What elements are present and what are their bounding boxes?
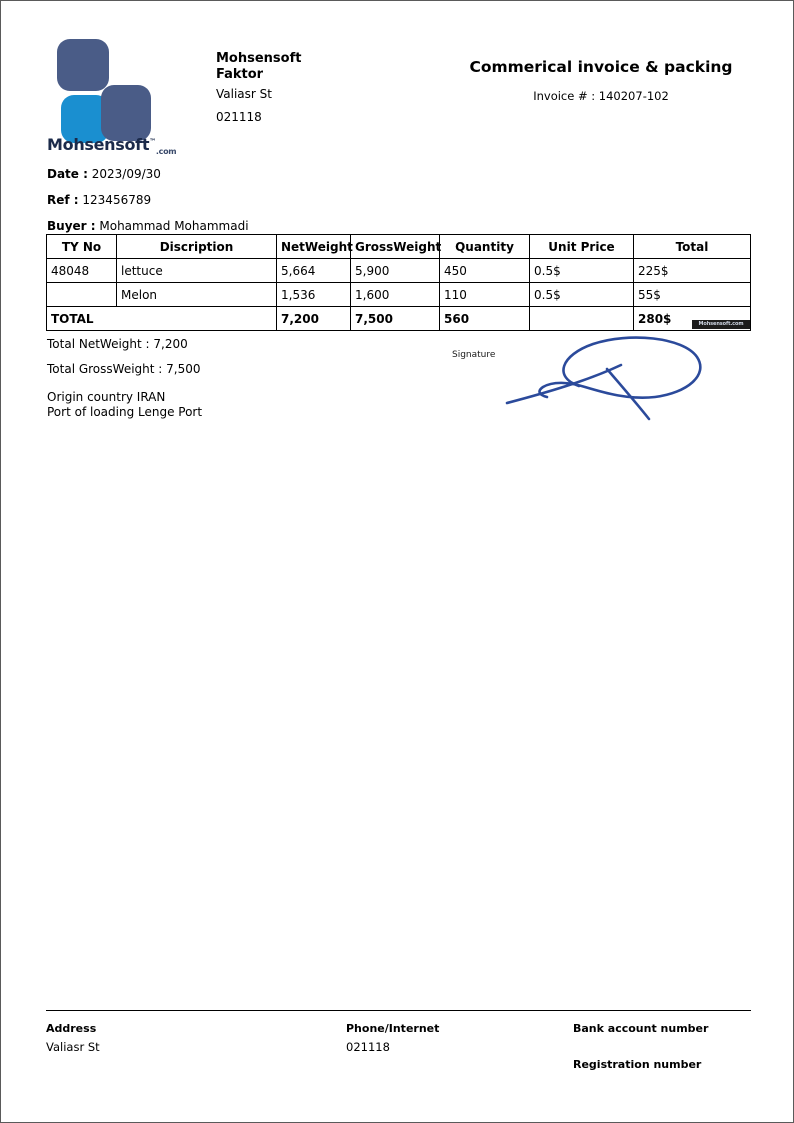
items-table-wrapper xyxy=(46,234,750,331)
meta-row-date xyxy=(47,161,547,187)
cell-ty-no: 48048 xyxy=(47,259,117,283)
column-header-quantity: Quantity xyxy=(440,235,530,259)
cell-net-weight: 5,664 xyxy=(277,259,351,283)
column-header-total: Total xyxy=(634,235,751,259)
company-phone: 021118 xyxy=(216,110,262,124)
document-footer xyxy=(46,1010,751,1080)
logo-domain-suffix: .com xyxy=(155,147,177,157)
column-header-unit-price: Unit Price xyxy=(530,235,634,259)
document-header xyxy=(1,1,794,161)
watermark-badge: Mohsensoft.com xyxy=(692,320,750,329)
origin-country: Origin country IRAN xyxy=(47,390,166,404)
footer-bank-column xyxy=(573,1020,708,1074)
cell-unit-price: 0.5$ xyxy=(530,259,634,283)
footer-bank-heading: Bank account number xyxy=(573,1022,709,1035)
total-net-weight: Total NetWeight : 7,200 xyxy=(47,337,188,351)
column-header-ty-no: TY No xyxy=(47,235,117,259)
cell-description: lettuce xyxy=(117,259,277,283)
logo-wordmark xyxy=(47,135,176,156)
cell-total: 225$ xyxy=(634,259,751,283)
invoice-number: Invoice # : 140207-102 xyxy=(533,89,669,103)
cell-total-unit-price xyxy=(530,307,634,331)
cell-gross-weight: 1,600 xyxy=(351,283,440,307)
buyer-value: Mohammad Mohammadi xyxy=(99,219,249,233)
column-header-description: Discription xyxy=(117,235,277,259)
page-title: Commerical invoice & packing xyxy=(469,58,733,76)
column-header-net-weight: NetWeight xyxy=(277,235,351,259)
date-value: 2023/09/30 xyxy=(91,167,161,181)
logo-square-bottom-right-icon xyxy=(101,85,151,141)
logo-square-top-left-icon xyxy=(57,39,109,91)
footer-columns xyxy=(46,1020,751,1080)
trademark-icon: ™ xyxy=(149,137,156,146)
ref-value: 123456789 xyxy=(82,193,152,207)
footer-phone-column xyxy=(346,1020,439,1056)
date-label: Date : xyxy=(47,167,88,181)
signature-area xyxy=(441,331,761,436)
cell-ty-no xyxy=(47,283,117,307)
invoice-meta xyxy=(47,161,547,239)
logo-wordmark-text: Mohsensoft xyxy=(47,135,150,154)
footer-address-value: Valiasr St xyxy=(46,1040,100,1054)
cell-total-gross-weight: 7,500 xyxy=(351,307,440,331)
table-row xyxy=(47,283,751,307)
weight-summary xyxy=(47,332,387,420)
cell-description: Melon xyxy=(117,283,277,307)
cell-quantity: 450 xyxy=(440,259,530,283)
company-logo xyxy=(47,39,177,157)
footer-address-heading: Address xyxy=(46,1022,97,1035)
table-header-row xyxy=(47,235,751,259)
cell-total: 55$ xyxy=(634,283,751,307)
footer-address-column xyxy=(46,1020,100,1056)
footer-registration-heading: Registration number xyxy=(573,1058,702,1071)
company-name-line1: Mohsensoft xyxy=(216,51,302,66)
cell-total-label: TOTAL xyxy=(47,307,277,331)
cell-quantity: 110 xyxy=(440,283,530,307)
ref-label: Ref : xyxy=(47,193,79,207)
table-row xyxy=(47,259,751,283)
cell-total-quantity: 560 xyxy=(440,307,530,331)
origin-block xyxy=(47,390,387,420)
meta-row-ref xyxy=(47,187,547,213)
port-of-loading: Port of loading Lenge Port xyxy=(47,405,203,419)
invoice-title-block xyxy=(436,57,766,103)
cell-total-net-weight: 7,200 xyxy=(277,307,351,331)
footer-phone-heading: Phone/Internet xyxy=(346,1022,440,1035)
signature-ink xyxy=(501,331,711,431)
cell-total-amount: 280$ xyxy=(634,307,751,331)
table-total-row xyxy=(47,307,751,331)
items-table xyxy=(46,234,751,331)
company-details xyxy=(216,51,426,129)
cell-net-weight: 1,536 xyxy=(277,283,351,307)
footer-phone-value: 021118 xyxy=(346,1040,390,1054)
signature-label: Signature xyxy=(452,350,496,360)
total-gross-weight: Total GrossWeight : 7,500 xyxy=(47,362,201,376)
buyer-label: Buyer : xyxy=(47,219,96,233)
cell-gross-weight: 5,900 xyxy=(351,259,440,283)
company-address: Valiasr St xyxy=(216,87,272,101)
footer-divider xyxy=(46,1010,751,1011)
cell-unit-price: 0.5$ xyxy=(530,283,634,307)
company-name-line2: Faktor xyxy=(216,67,264,82)
column-header-gross-weight: GrossWeight xyxy=(351,235,440,259)
logo-marks xyxy=(47,39,147,131)
